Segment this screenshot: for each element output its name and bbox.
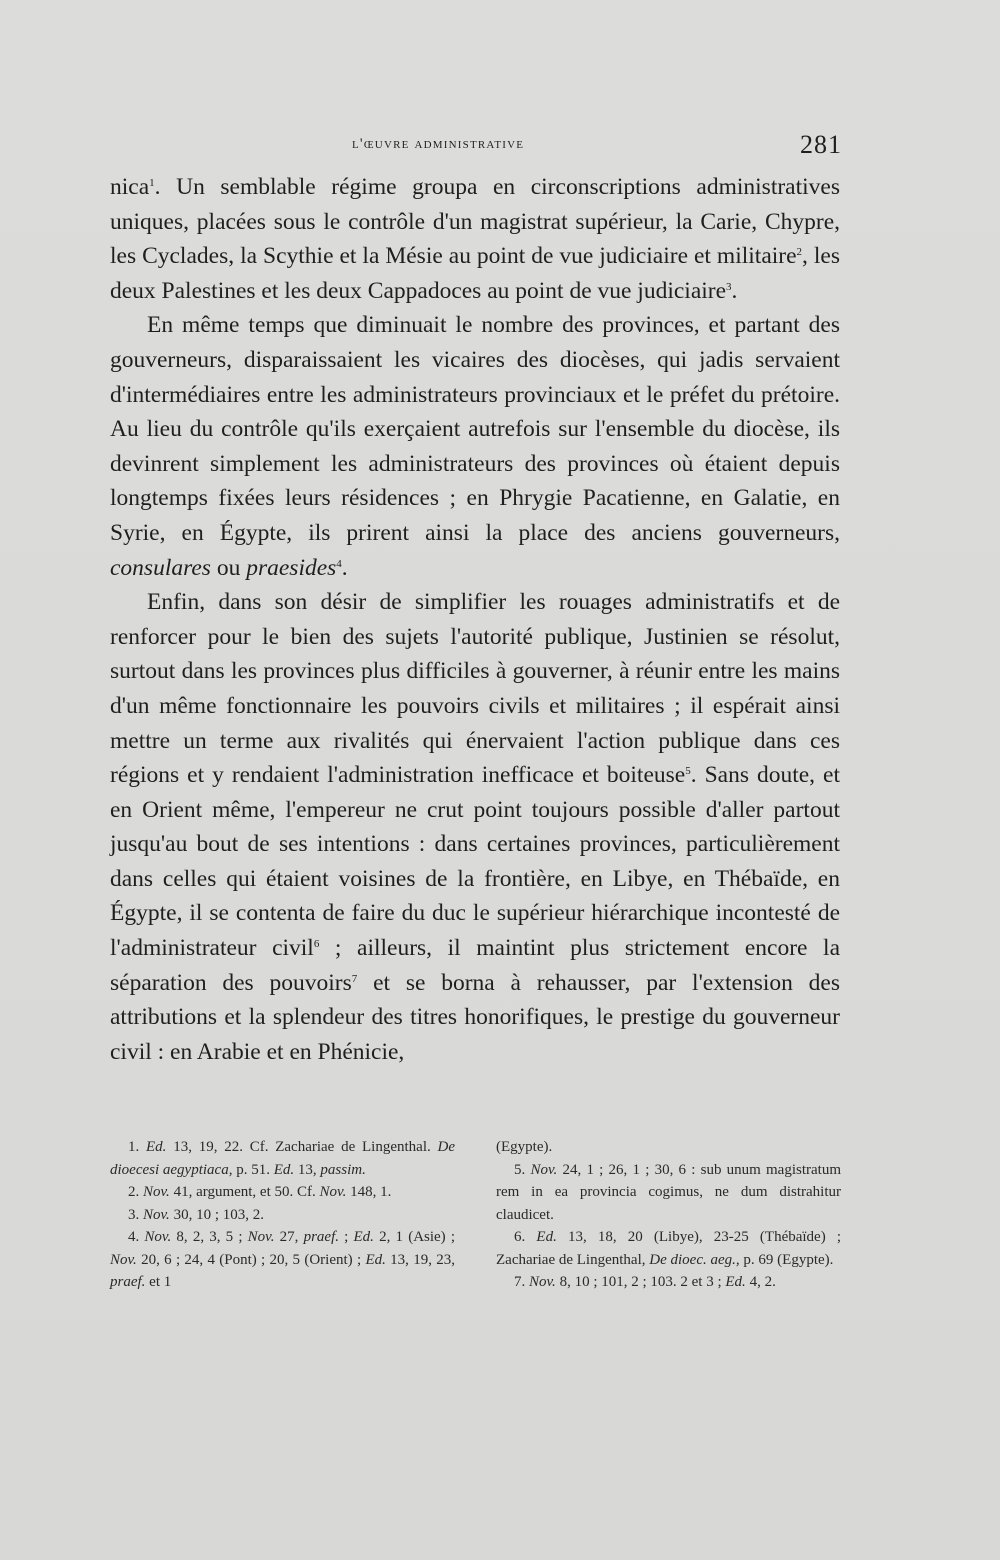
fn-text: 3. <box>128 1206 143 1223</box>
fn-italic: Ed. <box>146 1139 167 1155</box>
fn-text: 7. <box>514 1274 529 1290</box>
fn-italic: praef. <box>303 1229 339 1245</box>
fn-italic: Nov. <box>529 1274 556 1290</box>
text-run: , les deux Palestines et les deux Cappadoces au point de vue judiciaire <box>110 243 840 304</box>
footnote-ref-4: 4 <box>336 557 342 570</box>
fn-text: 13, 19, 22. Cf. Zachariae de Lingenthal. <box>166 1139 438 1155</box>
italic-term: praesides <box>246 554 337 581</box>
fn-italic: Ed. <box>273 1161 295 1178</box>
page-number: 281 <box>800 130 842 159</box>
paragraph-2 <box>110 308 840 585</box>
fn-text: 148, 1. <box>346 1184 392 1200</box>
fn-text: 13, 18, 20 (Libye), 23-25 (Thébaïde) ; Zachariae de Lingenthal, <box>496 1229 842 1268</box>
fn-text: 8, 10 ; 101, 2 ; 103. 2 et 3 ; <box>555 1274 726 1290</box>
footnote-ref-6: 6 <box>313 938 320 951</box>
fn-italic: Nov. <box>110 1251 137 1268</box>
fn-italic: Nov. <box>247 1229 275 1245</box>
fn-italic: Nov. <box>530 1161 558 1178</box>
fn-italic: De dioecesi aegyptiaca, <box>110 1139 455 1178</box>
fn-italic: De dioec. aeg., <box>649 1251 740 1268</box>
text-run: . <box>341 554 348 581</box>
footnote-ref-2: 2 <box>796 246 803 259</box>
text-run: Enfin, dans son désir de simplifier les rouages administratifs et de renforcer pour le bien des sujets l'autorité publique, Justinien se résolut, surtout dans les provinces plus difficiles à gouverner, à réunir entre les mains d'un même fonctionnaire les pouvoirs civils et militaires ; il espérait ainsi mettre un terme aux rivalités qui énervaient l'action publique dans ces régions et y rendaient l'administration inefficace et boiteuse <box>110 589 840 789</box>
text-run: ou <box>216 554 241 581</box>
fn-text: et 1 <box>145 1274 172 1290</box>
footnote-ref-7: 7 <box>351 972 358 985</box>
fn-italic: Nov. <box>143 1206 170 1223</box>
fn-text: ; <box>339 1229 354 1245</box>
text-run: . <box>731 277 738 304</box>
fn-text: 4. <box>128 1229 145 1245</box>
fn-italic: Ed. <box>725 1274 746 1290</box>
fn-italic: Ed. <box>365 1251 386 1268</box>
running-title: l'œuvre administrative <box>352 136 525 152</box>
running-head <box>110 130 842 160</box>
footnote-4 <box>110 1226 455 1294</box>
fn-text: 20, 6 ; 24, 4 (Pont) ; 20, 5 (Orient) ; <box>136 1251 366 1268</box>
paragraph-3 <box>110 585 840 1069</box>
italic-term: consulares <box>110 554 211 581</box>
main-text <box>110 170 840 1069</box>
footnote-6 <box>496 1226 841 1271</box>
text-run: En même temps que diminuait le nombre des provinces, et partant des gouverneurs, disparaissaient les vicaires des diocèses, qui jadis servaient d'intermédiaires entre les administrateurs provinciaux et le préfet du prétoire. Au lieu du contrôle qu'ils exerçaient autrefois sur l'ensemble du diocèse, ils devinrent simplement les administrateurs des provinces où étaient depuis longtemps fixées leurs résidences ; en Phrygie Pacatienne, en Galatie, en Syrie, en Égypte, ils prirent ainsi la place des anciens gouverneurs, <box>110 312 840 546</box>
fn-text: (Egypte). <box>496 1139 553 1155</box>
fn-italic: Ed. <box>353 1229 374 1245</box>
footnote-7 <box>496 1271 841 1294</box>
fn-italic: praef. <box>110 1274 146 1290</box>
fn-text: 30, 10 ; 103, 2. <box>169 1206 264 1223</box>
fn-italic: Ed. <box>536 1229 557 1245</box>
fn-italic: Nov. <box>319 1184 347 1200</box>
fn-text: 8, 2, 3, 5 ; <box>171 1229 248 1245</box>
fn-text: p. 51. <box>232 1161 274 1178</box>
fn-text: 6. <box>514 1229 537 1245</box>
fn-text: 13, <box>294 1161 321 1178</box>
text-run: nica <box>110 174 150 200</box>
fn-text: 41, argument, et 50. Cf. <box>169 1184 320 1200</box>
fn-italic: passim. <box>320 1161 366 1178</box>
footnote-2 <box>110 1181 455 1204</box>
footnotes-left-column <box>110 1136 455 1294</box>
fn-text: 5. <box>514 1161 531 1178</box>
fn-text: 27, <box>274 1229 304 1245</box>
footnote-ref-5: 5 <box>685 765 691 778</box>
fn-text: 4, 2. <box>745 1274 776 1290</box>
paragraph-1 <box>110 170 840 308</box>
fn-text: p. 69 (Egypte). <box>739 1251 834 1268</box>
fn-text: 13, 19, 23, <box>385 1251 455 1268</box>
fn-italic: Nov. <box>143 1184 170 1200</box>
fn-text: 2, 1 (Asie) ; <box>373 1229 456 1245</box>
fn-text: 24, 1 ; 26, 1 ; 30, 6 : sub unum magistratum rem in ea provincia cogimus, ne dum distrahitur claudicet. <box>496 1161 842 1223</box>
text-run: et se borna à rehausser, par l'extension des attributions et la splendeur des titres honorifiques, le prestige du gouverneur civil : en Arabie et en Phénicie, <box>110 969 840 1065</box>
fn-italic: Nov. <box>144 1229 172 1245</box>
footnotes-right-column <box>496 1136 841 1294</box>
footnote-3 <box>110 1204 455 1227</box>
footnote-1 <box>110 1136 455 1181</box>
text-run: ; ailleurs, il maintint plus strictement encore la séparation des pouvoirs <box>110 935 841 996</box>
fn-text: 1. <box>128 1139 147 1155</box>
text-run: . Un semblable régime groupa en circonscriptions administratives uniques, placées sous le contrôle d'un magistrat supérieur, la Carie, Chypre, les Cyclades, la Scythie et la Mésie au point de vue judiciaire et militaire <box>110 174 840 270</box>
text-run: . Sans doute, et en Orient même, l'empereur ne crut point toujours possible d'aller partout jusqu'au bout de ses intentions : dans certaines provinces, particulièrement dans celles qui étaient voisines de la frontière, en Libye, en Thébaïde, en Égypte, il se contenta de faire du duc le supérieur hiérarchique incontesté de l'administrateur civil <box>110 762 840 962</box>
footnote-4-continued <box>496 1136 841 1159</box>
footnote-ref-1: 1 <box>149 177 155 189</box>
footnote-5 <box>496 1159 841 1227</box>
fn-text: 2. <box>128 1184 143 1200</box>
footnote-ref-3: 3 <box>726 280 732 293</box>
